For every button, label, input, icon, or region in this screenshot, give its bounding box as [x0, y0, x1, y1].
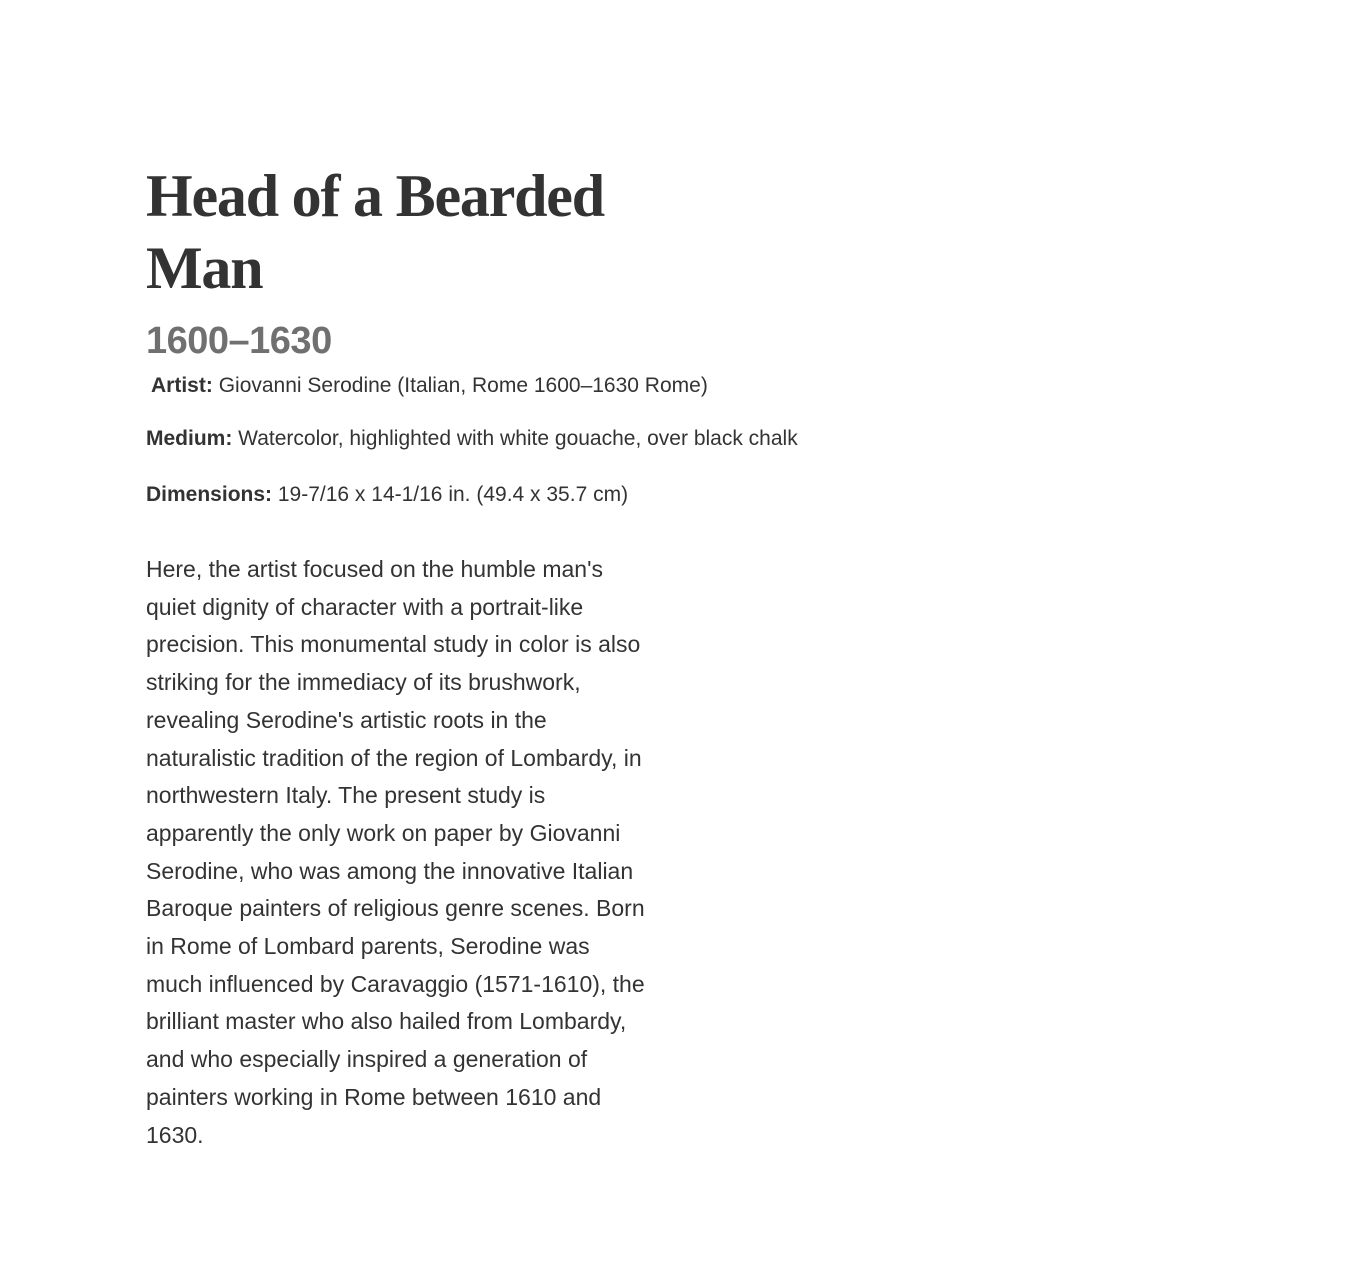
- artwork-date: 1600–1630: [146, 320, 332, 362]
- artist-value: Giovanni Serodine (Italian, Rome 1600–1630 Rome): [218, 374, 708, 397]
- artist-field: [146, 372, 866, 400]
- dimensions-field: [146, 481, 866, 509]
- artist-label: Artist:: [151, 374, 213, 397]
- dimensions-label: Dimensions:: [146, 483, 273, 506]
- dimensions-value: 19-7/16 x 14-1/16 in. (49.4 x 35.7 cm): [277, 483, 629, 506]
- medium-field: [146, 425, 866, 453]
- medium-value: Watercolor, highlighted with white gouache, over black chalk: [238, 427, 798, 450]
- medium-label: Medium:: [146, 427, 233, 450]
- artwork-details: [146, 160, 866, 1154]
- artwork-title: Head of a Bearded Man: [146, 163, 604, 301]
- artwork-description: Here, the artist focused on the humble man's quiet dignity of character with a portrait-like precision. This monumental study in color is also striking for the immediacy of its brushwork, revealing Serodine's artistic roots in the naturalistic tradition of the region of Lombardy, in northwestern Italy. The present study is apparently the only work on paper by Giovanni Serodine, who was among the innovative Italian Baroque painters of religious genre scenes. Born in Rome of Lombard parents, Serodine was much influenced by Caravaggio (1571-1610), the brilliant master who also hailed from Lombardy, and who especially inspired a generation of painters working in Rome between 1610 and 1630.: [146, 556, 645, 1148]
